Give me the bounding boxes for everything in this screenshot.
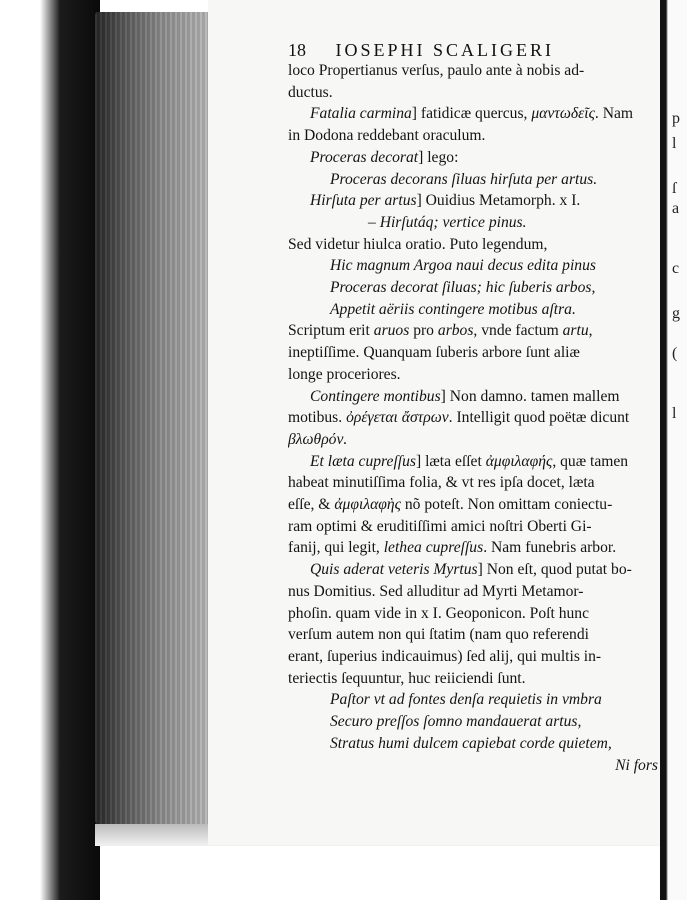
- italic-span: – Hirſutáq; vertice pinus.: [368, 213, 527, 231]
- roman-span: ] fatidicæ quercus,: [411, 105, 532, 123]
- roman-span: ductus.: [288, 83, 333, 101]
- italic-span: ὀρέγεται ἄστρων: [346, 409, 449, 427]
- facing-page-letter: a: [672, 200, 680, 217]
- roman-span: . Nam: [594, 105, 633, 123]
- italic-span: Proceras decorat ſiluas; hic ſuberis arbos,: [330, 279, 596, 297]
- italic-span: ἀμφιλαφὴς: [334, 496, 401, 514]
- roman-span: habeat minutiſſima folia, & vt res ipſa docet, læta: [288, 474, 595, 492]
- italic-span: Et læta cupreſſus: [310, 452, 416, 470]
- text-line: [288, 342, 658, 364]
- italic-span: arbos: [437, 322, 474, 340]
- roman-span: in Dodona reddebant oraculum.: [288, 127, 486, 145]
- roman-span: eſſe, &: [288, 496, 335, 514]
- body-text: [288, 60, 658, 776]
- italic-span: μαντωδεῖς: [531, 105, 595, 123]
- text-line: [288, 169, 658, 191]
- facing-page-letter: l: [672, 405, 677, 422]
- text-line: [288, 755, 658, 777]
- text-line: [288, 234, 658, 256]
- text-line: [288, 190, 658, 212]
- book-background: [0, 0, 100, 900]
- text-line: [288, 103, 658, 125]
- roman-span: pro: [409, 322, 438, 340]
- text-line: [288, 494, 658, 516]
- text-line: [288, 125, 658, 147]
- text-line: [288, 320, 658, 342]
- roman-span: longe proceriores.: [288, 365, 401, 383]
- roman-span: ] læta eſſet: [415, 452, 486, 470]
- text-line: [288, 668, 658, 690]
- text-line: [288, 407, 658, 429]
- roman-span: ram optimi & eruditiſſimi amici noſtri Oberti Gi-: [288, 517, 592, 535]
- text-line: [288, 212, 658, 234]
- text-line: [288, 581, 658, 603]
- text-line: [288, 255, 658, 277]
- book-fore-edge: [95, 12, 213, 824]
- text-line: [288, 733, 658, 755]
- text-line: [288, 277, 658, 299]
- text-line: [288, 147, 658, 169]
- text-line: [288, 82, 658, 104]
- roman-span: phoſin. quam vide in x I. Geoponicon. Poſt hunc: [288, 604, 590, 622]
- roman-span: ] Ouidius Metamorph. x I.: [416, 192, 581, 210]
- roman-span: ineptiſſime. Quanquam ſuberis arbore ſunt aliæ: [288, 344, 580, 362]
- italic-span: Proceras decorat: [310, 148, 419, 166]
- roman-span: fanij, qui legit,: [288, 539, 384, 557]
- roman-span: nus Domitius. Sed alluditur ad Myrti Metamor-: [288, 582, 584, 600]
- facing-page-letter: ſ: [672, 180, 677, 197]
- roman-span: ] Non damno. tamen mallem: [440, 387, 620, 405]
- text-line: [288, 711, 658, 733]
- roman-span: Sed videtur hiulca oratio. Puto legendum,: [288, 235, 548, 253]
- italic-span: Contingere montibus: [310, 387, 441, 405]
- italic-span: βλωθρόν.: [288, 430, 348, 448]
- italic-span: ἀμφιλαφής: [485, 452, 553, 470]
- italic-span: Appetit aëriis contingere motibus aſtra.: [330, 300, 576, 318]
- roman-span: verſum autem non qui ſtatim (nam quo referendi: [288, 626, 589, 644]
- roman-span: loco Propertianus verſus, paulo ante à nobis ad-: [288, 62, 585, 79]
- text-line: [288, 603, 658, 625]
- italic-span: Hic magnum Argoa naui decus edita pinus: [330, 257, 596, 275]
- facing-page-letter: (: [672, 345, 678, 362]
- text-line: [288, 624, 658, 646]
- facing-page-letter: p: [672, 110, 680, 127]
- running-header: [288, 40, 588, 61]
- roman-span: Scriptum erit: [288, 322, 374, 340]
- italic-span: Securo preſſos ſomno mandauerat artus,: [330, 713, 582, 731]
- text-line: [288, 429, 658, 451]
- roman-span: nõ poteſt. Non omittam coniectu-: [400, 496, 613, 514]
- roman-span: ] lego:: [418, 148, 459, 166]
- roman-span: . Intelligit quod poëtæ dicunt: [448, 409, 630, 427]
- roman-span: motibus.: [288, 409, 347, 427]
- italic-span: Hirſuta per artus: [310, 192, 417, 210]
- text-line: [288, 364, 658, 386]
- facing-page-letter: l: [672, 135, 677, 152]
- text-line: [288, 299, 658, 321]
- text-line: [288, 559, 658, 581]
- roman-span: , quæ tamen: [552, 452, 629, 470]
- italic-span: artu: [562, 322, 589, 340]
- italic-span: Fatalia carmina: [310, 105, 412, 123]
- italic-span: Stratus humi dulcem capiebat corde quietem,: [330, 734, 612, 752]
- facing-page-letter: g: [672, 305, 680, 322]
- italic-span: aruos: [373, 322, 410, 340]
- text-line: [288, 537, 658, 559]
- text-line: [288, 646, 658, 668]
- text-line: [288, 386, 658, 408]
- roman-span: teriectis ſequuntur, huc reiiciendi ſunt.: [288, 669, 526, 687]
- roman-span: . Nam funebris arbor.: [483, 539, 617, 557]
- roman-span: , vnde factum: [473, 322, 563, 340]
- text-line: [288, 516, 658, 538]
- text-line: [288, 689, 658, 711]
- italic-span: lethea cupreſſus: [383, 539, 484, 557]
- roman-span: ] Non eſt, quod putat bo-: [477, 561, 632, 579]
- italic-span: Proceras decorans ſiluas hirſuta per artus.: [330, 170, 598, 188]
- text-line: [288, 451, 658, 473]
- italic-span: Ni fors: [615, 756, 658, 774]
- italic-span: Quis aderat veteris Myrtus: [310, 561, 478, 579]
- running-title: IOSEPHI SCALIGERI: [335, 40, 555, 60]
- roman-span: ,: [588, 322, 593, 340]
- text-line: [288, 472, 658, 494]
- roman-span: erant, ſuperius indicauimus) ſed alij, qui multis in-: [288, 647, 602, 665]
- page-number: 18: [288, 40, 306, 60]
- facing-page-letter: c: [672, 260, 680, 277]
- text-line: [288, 60, 658, 82]
- italic-span: Paſtor vt ad fontes denſa requietis in vmbra: [330, 691, 602, 709]
